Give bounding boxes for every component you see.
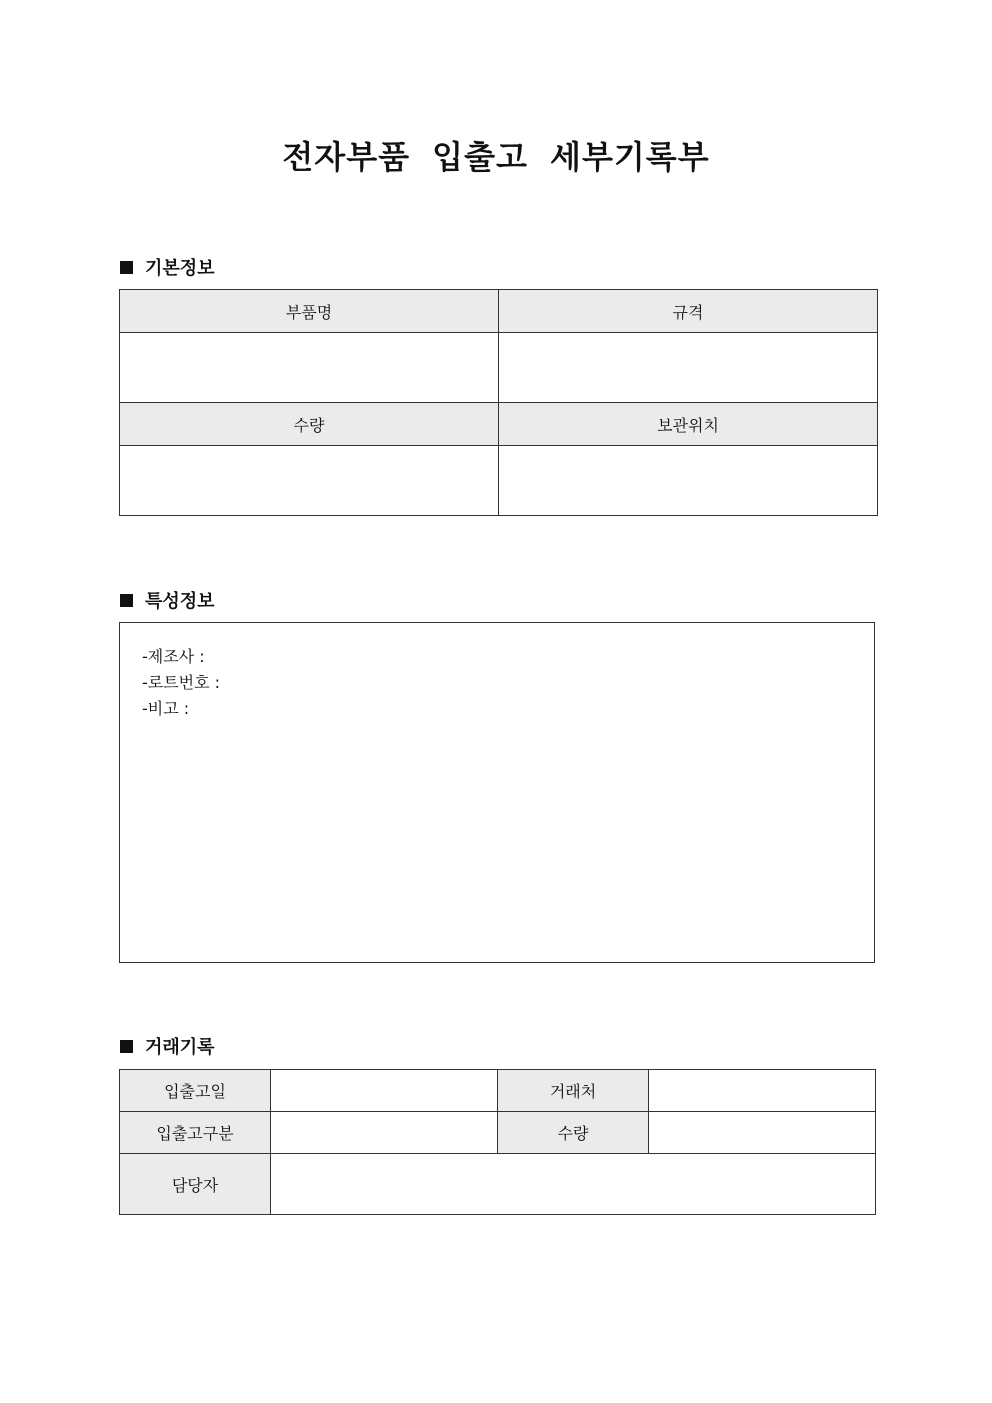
transaction-table [119,1069,876,1215]
manufacturer-line: -제조사 : [142,647,205,666]
remarks-line: -비고 : [142,699,190,718]
manager-field[interactable] [271,1154,876,1215]
transaction-quantity-field[interactable] [649,1112,876,1154]
manager-label: 담당자 [120,1154,271,1215]
quantity-label: 수량 [120,403,499,446]
section-heading-transactions-label: 거래기록 [145,1037,215,1058]
spec-label: 규격 [499,290,878,333]
spec-field[interactable] [499,333,878,403]
location-label: 보관위치 [499,403,878,446]
basic-info-table [119,289,878,516]
date-field[interactable] [271,1070,498,1112]
date-label: 입출고일 [120,1070,271,1112]
section-heading-characteristics-label: 특성정보 [145,591,215,612]
partner-field[interactable] [649,1070,876,1112]
quantity-field[interactable] [120,446,499,516]
square-bullet-icon [120,261,133,274]
square-bullet-icon [120,1040,133,1053]
type-label: 입출고구분 [120,1112,271,1154]
type-field[interactable] [271,1112,498,1154]
location-field[interactable] [499,446,878,516]
section-heading-transactions [120,1033,215,1059]
page-title: 전자부품 입출고 세부기록부 [282,138,710,176]
section-heading-characteristics [120,587,215,613]
section-heading-basic [120,254,215,280]
characteristics-box[interactable] [119,622,875,963]
lot-number-line: -로트번호 : [142,673,221,692]
part-name-label: 부품명 [120,290,499,333]
square-bullet-icon [120,594,133,607]
partner-label: 거래처 [498,1070,649,1112]
section-heading-basic-label: 기본정보 [145,258,215,279]
transaction-quantity-label: 수량 [498,1112,649,1154]
part-name-field[interactable] [120,333,499,403]
